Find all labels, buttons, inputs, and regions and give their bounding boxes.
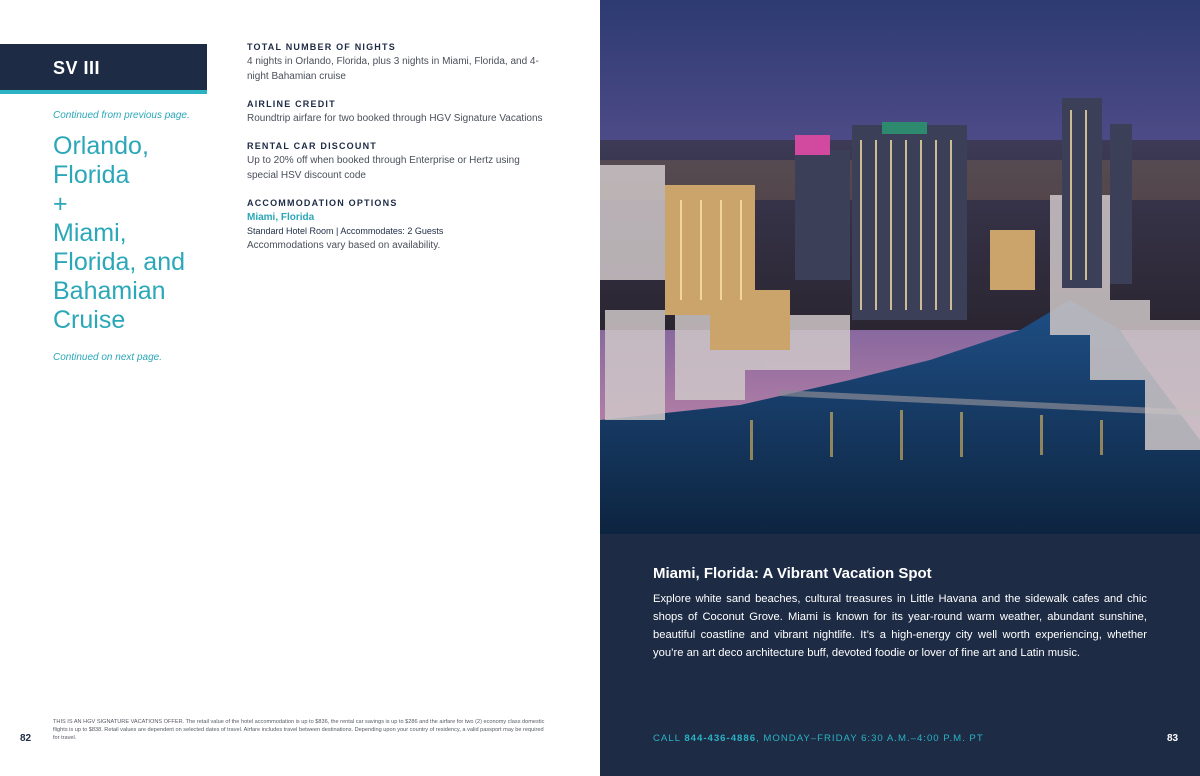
continued-on-note: Continued on next page. (53, 352, 162, 363)
detail-heading: TOTAL NUMBER OF NIGHTS (247, 42, 396, 52)
title-line: Cruise (53, 306, 126, 334)
detail-section-rental-car (247, 141, 552, 183)
detail-heading: RENTAL CAR DISCOUNT (247, 141, 377, 151)
detail-body: Up to 20% off when booked through Enterprise or Hertz using special HSV discount code (247, 155, 520, 181)
destination-info (653, 565, 1147, 662)
destination-title (53, 132, 203, 335)
accommodation-note: Accommodations vary based on availability. (247, 240, 441, 251)
detail-section-nights (247, 42, 552, 84)
legal-disclaimer: THIS IS AN HGV SIGNATURE VACATIONS OFFER. The retail value of the hotel accommodation is up to $836, the rental car savings is up to $286 and the airfare for two (2) economy class domestic flights is up to $838. Retail values are dependent on selected dates of travel. Airfare includes travel between destinations. Depending upon your country of residency, a valid passport may be required for travel. (53, 719, 545, 741)
title-line: Florida, and (53, 248, 186, 276)
title-line: Miami, (53, 219, 127, 247)
detail-body: 4 nights in Orlando, Florida, plus 3 nights in Miami, Florida, and 4-night Bahamian cruise (247, 56, 539, 82)
detail-section-accommodation (247, 198, 552, 251)
detail-heading: ACCOMMODATION OPTIONS (247, 198, 398, 208)
page-number-left: 82 (20, 733, 32, 744)
detail-heading: AIRLINE CREDIT (247, 99, 336, 109)
call-line (653, 733, 984, 744)
detail-body: Roundtrip airfare for two booked through HGV Signature Vacations (247, 113, 543, 124)
detail-section-airline (247, 99, 552, 126)
call-prefix: CALL (653, 733, 685, 744)
section-tab-label: SV III (53, 58, 101, 78)
accommodation-city: Miami, Florida (247, 212, 315, 223)
title-line: Orlando, (53, 132, 149, 160)
title-line: Bahamian (53, 277, 166, 305)
accommodation-room: Standard Hotel Room | Accommodates: 2 Guests (247, 226, 444, 236)
page-number-right: 83 (1167, 733, 1179, 744)
section-tab (0, 44, 207, 94)
title-line: Florida (53, 161, 130, 189)
package-details (247, 42, 552, 251)
title-line: + (53, 190, 68, 218)
info-title: Miami, Florida: A Vibrant Vacation Spot (653, 565, 932, 582)
info-body: Explore white sand beaches, cultural treasures in Little Havana and the sidewalk cafes and chic shops of Coconut Grove. Miami is known for its year-round warm weather, abundant sunshine, beautiful coastline and vibrant nightlife. It’s a high-energy city well worth experiencing, whether you’re an art deco architecture buff, devoted foodie or lover of fine art and Latin music. (653, 593, 1147, 659)
miami-skyline-photo (600, 0, 1200, 534)
skyline-illustration (600, 0, 1200, 534)
continued-from-note: Continued from previous page. (53, 110, 190, 121)
phone-number[interactable]: 844-436-4886 (684, 733, 757, 744)
call-hours: , MONDAY–FRIDAY 6:30 A.M.–4:00 P.M. PT (756, 733, 984, 744)
